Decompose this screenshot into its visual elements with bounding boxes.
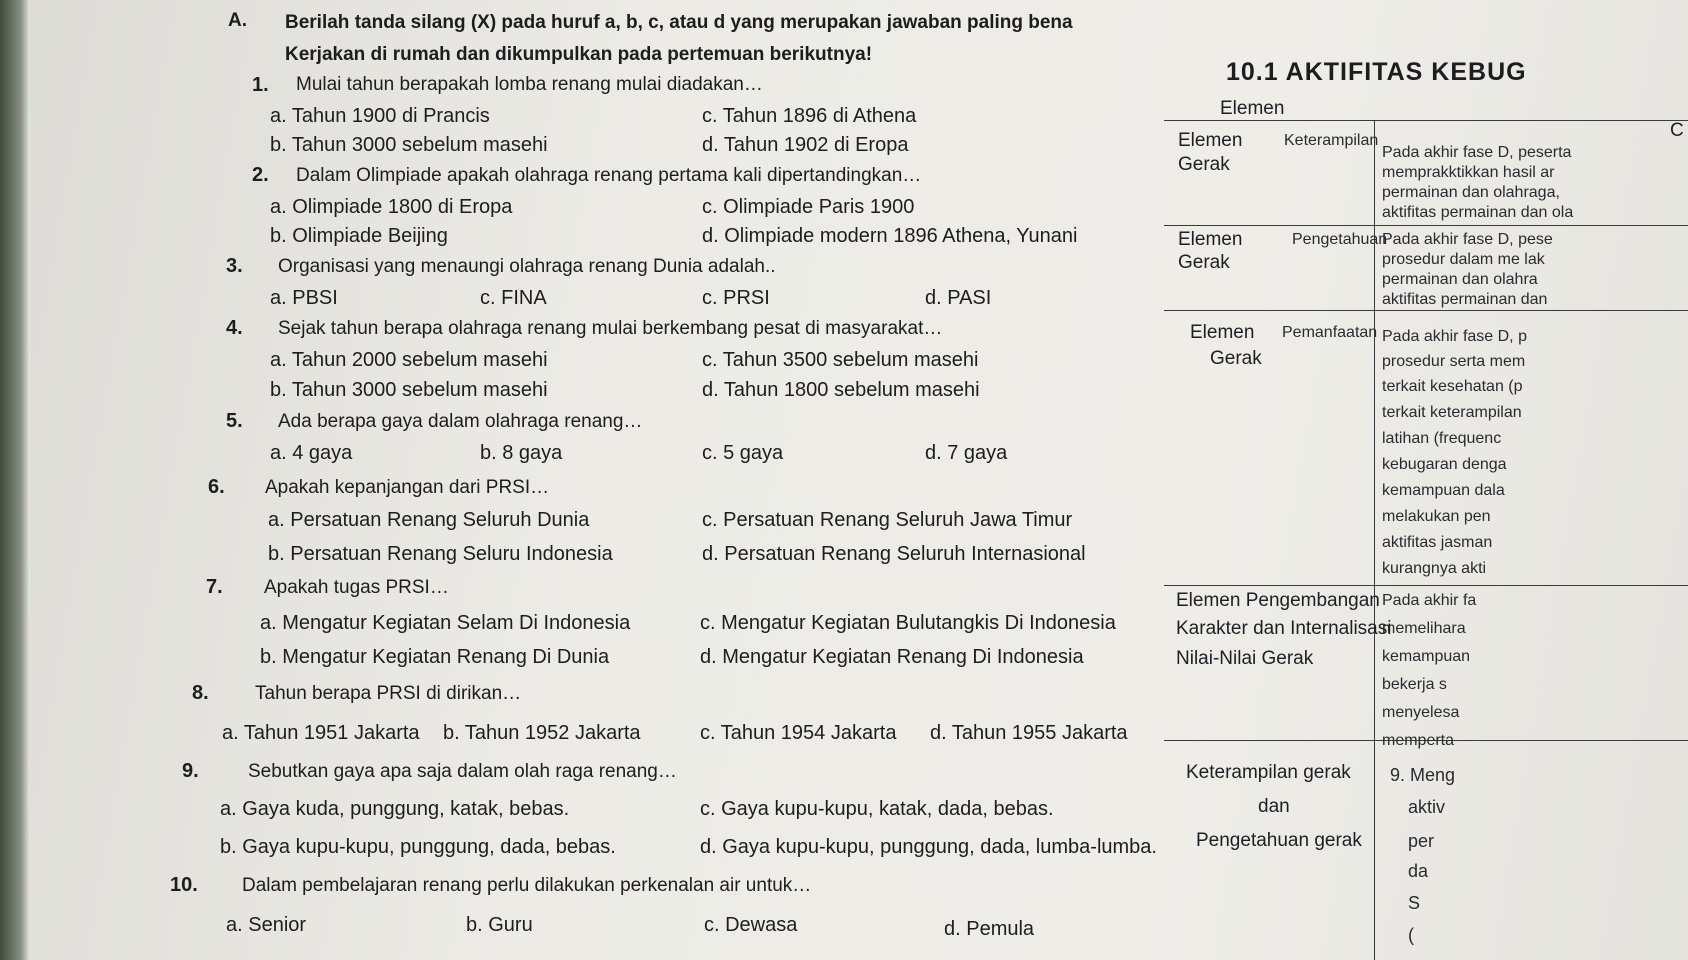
row-description: terkait keterampilan (1382, 404, 1522, 421)
option-b[interactable]: b. Gaya kupu-kupu, punggung, dada, bebas. (220, 836, 616, 858)
option-a[interactable]: a. Persatuan Renang Seluruh Dunia (268, 509, 590, 531)
option-d[interactable]: d. PASI (925, 287, 992, 309)
question-number: 7. (206, 576, 223, 598)
row-element-label: Nilai-Nilai Gerak (1176, 648, 1314, 669)
option-d[interactable]: d. Gaya kupu-kupu, punggung, dada, lumba-lumba. (700, 836, 1157, 858)
row-description: Pada akhir fase D, peserta (1382, 144, 1572, 161)
option-d[interactable]: d. Mengatur Kegiatan Renang Di Indonesia (700, 646, 1084, 668)
question-number: 9. (182, 760, 199, 782)
option-b[interactable]: b. 8 gaya (480, 442, 563, 464)
row-description: Pada akhir fase D, p (1382, 328, 1527, 345)
option-a[interactable]: a. Mengatur Kegiatan Selam Di Indonesia (260, 612, 631, 634)
row-description: memperta (1382, 732, 1455, 749)
row-element-label: Elemen (1178, 229, 1243, 250)
option-c[interactable]: c. Tahun 1896 di Athena (702, 105, 917, 127)
row-description: 9. Meng (1390, 765, 1456, 785)
option-b[interactable]: b. Tahun 3000 sebelum masehi (270, 379, 548, 401)
row-subelement: Pemanfaatan (1282, 324, 1378, 341)
row-description: ( (1408, 925, 1414, 945)
option-c[interactable]: c. Mengatur Kegiatan Bulutangkis Di Indonesia (700, 612, 1116, 634)
option-c[interactable]: c. Tahun 3500 sebelum masehi (702, 349, 979, 371)
row-description: aktifitas permainan dan ola (1382, 204, 1574, 221)
option-a[interactable]: a. Senior (226, 914, 307, 936)
question-text: Ada berapa gaya dalam olahraga renang… (278, 411, 643, 432)
row-description: kemampuan (1382, 648, 1471, 665)
question-text: Sejak tahun berapa olahraga renang mulai berkembang pesat di masyarakat… (278, 318, 943, 339)
row-description: memelihara (1382, 620, 1466, 637)
row-description: kebugaran denga (1382, 456, 1507, 473)
row-description: aktiv (1408, 797, 1446, 817)
question-number: 3. (226, 255, 243, 277)
row-element-label: dan (1258, 796, 1290, 817)
option-a[interactable]: a. 4 gaya (270, 442, 353, 464)
instruction-label: A. (228, 10, 247, 31)
question-text: Dalam Olimpiade apakah olahraga renang pertama kali dipertandingkan… (296, 165, 922, 186)
option-d[interactable]: d. Tahun 1902 di Eropa (702, 134, 909, 156)
row-description: memprakktikkan hasil ar (1382, 164, 1555, 181)
row-description: melakukan pen (1382, 508, 1491, 525)
question-text: Tahun berapa PRSI di dirikan… (255, 683, 522, 704)
question-text: Mulai tahun berapakah lomba renang mulai diadakan… (296, 74, 763, 95)
row-description: prosedur serta mem (1382, 353, 1526, 370)
question-number: 2. (252, 164, 269, 186)
option-a[interactable]: a. Tahun 2000 sebelum masehi (270, 349, 548, 371)
question-number: 6. (208, 476, 225, 498)
option-b[interactable]: b. Tahun 1952 Jakarta (443, 722, 641, 744)
row-description: Pada akhir fa (1382, 592, 1477, 609)
option-a[interactable]: a. Tahun 1900 di Prancis (270, 105, 490, 127)
page-edge-shadow (0, 0, 30, 960)
question-number: 5. (226, 410, 243, 432)
question-text: Sebutkan gaya apa saja dalam olah raga renang… (248, 761, 677, 782)
option-a[interactable]: a. Tahun 1951 Jakarta (222, 722, 420, 744)
question-text: Organisasi yang menaungi olahraga renang Dunia adalah.. (278, 256, 776, 277)
row-description: per (1408, 831, 1435, 851)
option-b[interactable]: b. Persatuan Renang Seluru Indonesia (268, 543, 613, 565)
row-description: terkait kesehatan (p (1382, 378, 1523, 395)
option-c[interactable]: c. 5 gaya (702, 442, 784, 464)
option-d[interactable]: d. Persatuan Renang Seluruh Internasional (702, 543, 1086, 565)
row-subelement: Keterampilan (1284, 132, 1379, 149)
row-description: permainan dan olahraga, (1382, 184, 1560, 201)
row-description: menyelesa (1382, 704, 1460, 721)
table-row-divider (1164, 310, 1688, 311)
row-subelement: Pengetahuan (1292, 231, 1388, 248)
row-element-label: Elemen (1178, 130, 1243, 151)
row-description: permainan dan olahra (1382, 271, 1538, 288)
row-element-label: Keterampilan gerak (1186, 762, 1351, 783)
question-text: Apakah kepanjangan dari PRSI… (265, 477, 550, 498)
option-d[interactable]: d. Tahun 1800 sebelum masehi (702, 379, 980, 401)
row-description: da (1408, 861, 1429, 881)
table-row-divider (1164, 585, 1688, 586)
instruction-line-1: Berilah tanda silang (X) pada huruf a, b, c, atau d yang merupakan jawaban paling bena (285, 12, 1073, 33)
row-description: Pada akhir fase D, pese (1382, 231, 1553, 248)
option-c[interactable]: c. Tahun 1954 Jakarta (700, 722, 897, 744)
row-element-label: Karakter dan Internalisasi (1176, 618, 1392, 639)
option-c[interactable]: c. Olimpiade Paris 1900 (702, 196, 915, 218)
worksheet-page (30, 0, 1688, 960)
option-a[interactable]: a. Olimpiade 1800 di Eropa (270, 196, 513, 218)
table-header: Elemen (1220, 98, 1285, 119)
row-element-label: Gerak (1210, 348, 1262, 369)
row-element-label: Elemen Pengembangan (1176, 590, 1380, 611)
question-text: Apakah tugas PRSI… (264, 577, 449, 598)
row-description: prosedur dalam me lak (1382, 251, 1545, 268)
table-top-line (1164, 120, 1688, 121)
question-text: Dalam pembelajaran renang perlu dilakukan perkenalan air untuk… (242, 875, 812, 896)
row-description: S (1408, 893, 1421, 913)
question-number: 8. (192, 682, 209, 704)
row-element-label: Gerak (1178, 154, 1230, 175)
row-description: aktifitas permainan dan (1382, 291, 1548, 308)
table-header-fragment: C (1670, 120, 1684, 141)
row-element-label: Pengetahuan gerak (1196, 830, 1362, 851)
option-d[interactable]: d. 7 gaya (925, 442, 1008, 464)
row-description: kurangnya akti (1382, 560, 1487, 577)
option-a[interactable]: a. PBSI (270, 287, 338, 309)
row-description: latihan (frequenc (1382, 430, 1502, 447)
option-d[interactable]: d. Tahun 1955 Jakarta (930, 722, 1128, 744)
row-element-label: Gerak (1178, 252, 1230, 273)
option-b[interactable]: b. Guru (466, 914, 533, 936)
row-description: aktifitas jasman (1382, 534, 1493, 551)
row-description: kemampuan dala (1382, 482, 1505, 499)
table-row-divider (1164, 225, 1688, 226)
option-b[interactable]: b. Tahun 3000 sebelum masehi (270, 134, 548, 156)
option-b[interactable]: b. Mengatur Kegiatan Renang Di Dunia (260, 646, 610, 668)
option-c[interactable]: c. PRSI (702, 287, 770, 309)
section-title: 10.1 AKTIFITAS KEBUG (1226, 58, 1527, 86)
option-d[interactable]: d. Pemula (944, 918, 1035, 940)
option-c[interactable]: c. Gaya kupu-kupu, katak, dada, bebas. (700, 798, 1054, 820)
option-b[interactable]: b. Olimpiade Beijing (270, 225, 448, 247)
question-number: 10. (170, 874, 198, 896)
row-element-label: Elemen (1190, 322, 1255, 343)
row-description: bekerja s (1382, 676, 1447, 693)
option-c[interactable]: c. Dewasa (704, 914, 798, 936)
option-a[interactable]: a. Gaya kuda, punggung, katak, bebas. (220, 798, 570, 820)
option-b[interactable]: c. FINA (480, 287, 547, 309)
option-c[interactable]: c. Persatuan Renang Seluruh Jawa Timur (702, 509, 1073, 531)
option-d[interactable]: d. Olimpiade modern 1896 Athena, Yunani (702, 225, 1078, 247)
question-number: 4. (226, 317, 243, 339)
question-number: 1. (252, 74, 269, 96)
instruction-line-2: Kerjakan di rumah dan dikumpulkan pada pertemuan berikutnya! (285, 44, 873, 65)
